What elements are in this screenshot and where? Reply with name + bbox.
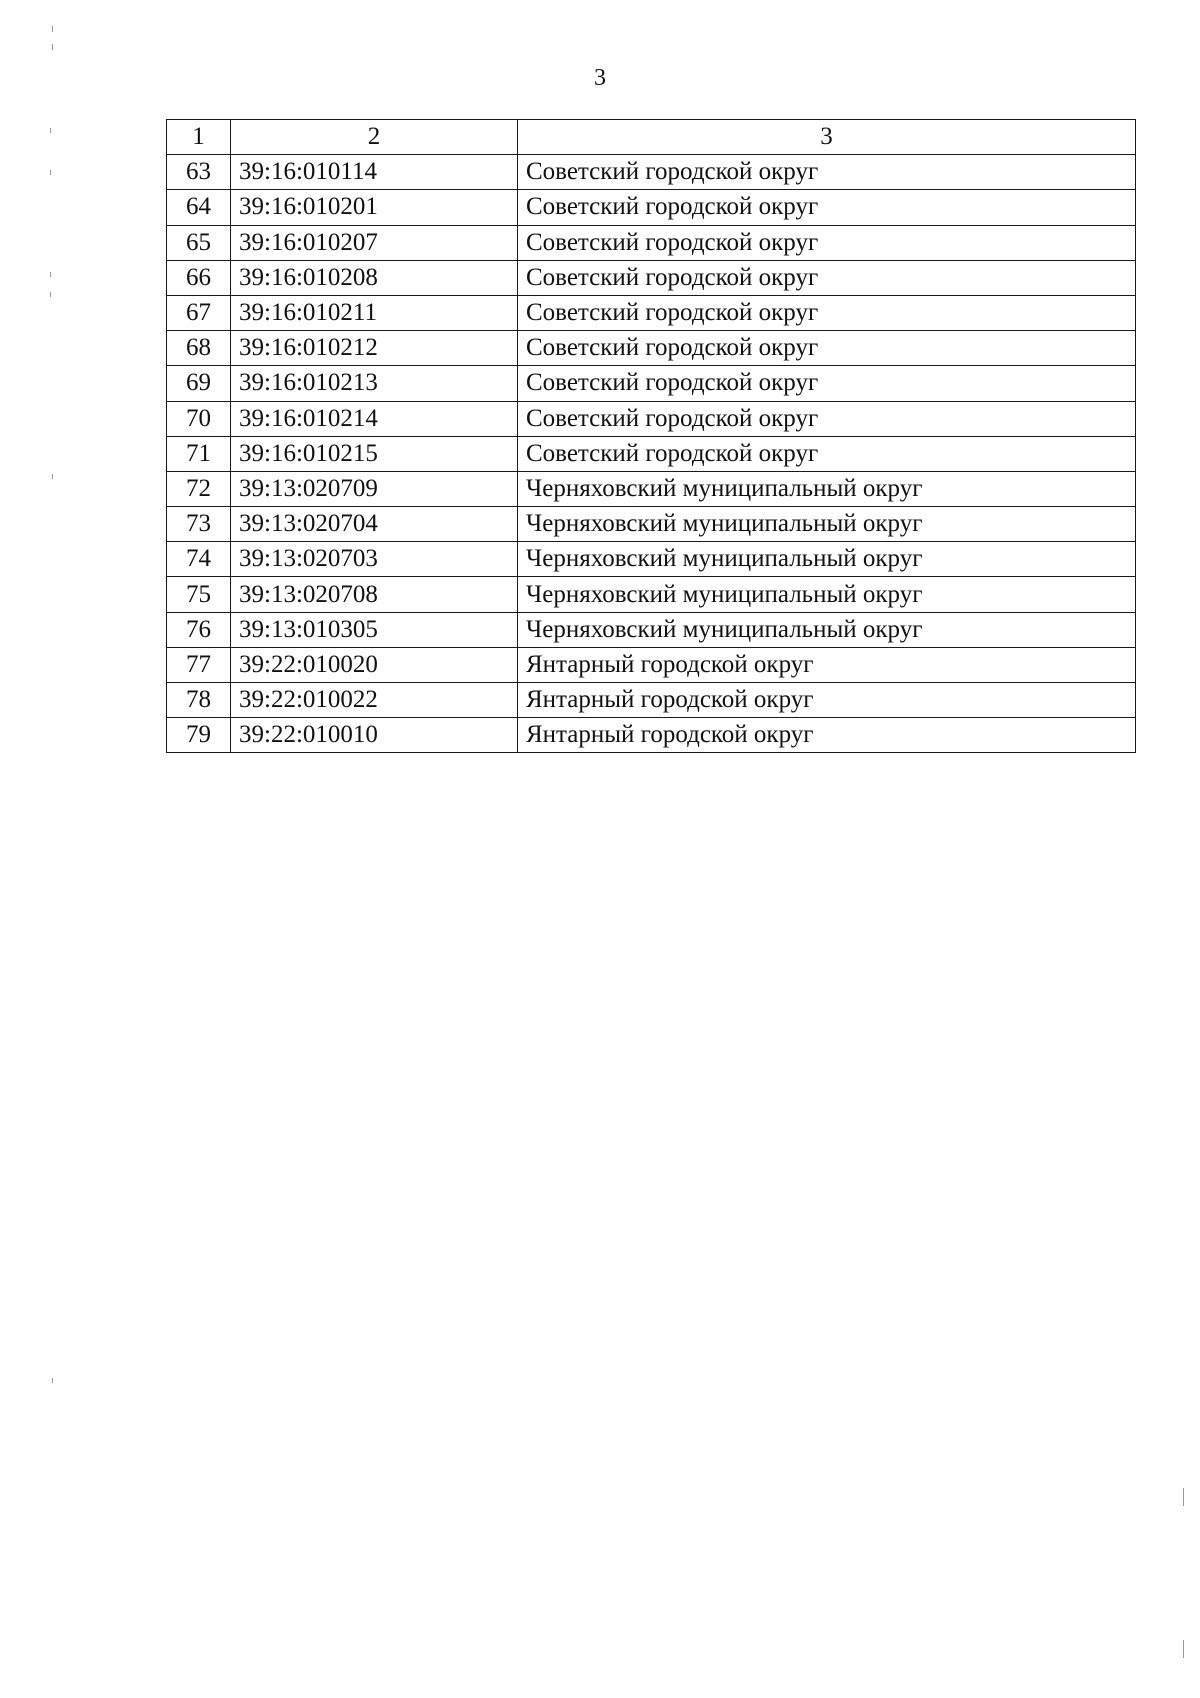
header-cell-col-2: 2 (231, 120, 518, 155)
scan-mark (52, 1378, 53, 1383)
table-row (167, 225, 1136, 260)
municipality-cell: Черняховский муниципальный округ (518, 507, 1136, 542)
row-number-cell: 65 (167, 225, 231, 260)
table-row (167, 401, 1136, 436)
scan-mark (1183, 1488, 1184, 1506)
cadastral-number-cell: 39:16:010114 (231, 155, 518, 190)
row-number-cell: 72 (167, 471, 231, 506)
municipality-cell: Советский городской округ (518, 155, 1136, 190)
municipality-cell: Черняховский муниципальный округ (518, 612, 1136, 647)
cadastral-number-cell: 39:22:010020 (231, 647, 518, 682)
header-cell-col-3: 3 (518, 120, 1136, 155)
row-number-cell: 76 (167, 612, 231, 647)
scan-mark (50, 128, 51, 133)
row-number-cell: 75 (167, 577, 231, 612)
municipality-cell: Советский городской округ (518, 436, 1136, 471)
cadastral-number-cell: 39:16:010213 (231, 366, 518, 401)
table-body (167, 120, 1136, 753)
table-row (167, 542, 1136, 577)
table-row (167, 155, 1136, 190)
municipality-cell: Советский городской округ (518, 260, 1136, 295)
municipality-cell: Черняховский муниципальный округ (518, 471, 1136, 506)
row-number-cell: 67 (167, 295, 231, 330)
cadastral-number-cell: 39:13:020703 (231, 542, 518, 577)
scan-mark (52, 474, 53, 479)
cadastral-number-cell: 39:16:010214 (231, 401, 518, 436)
scan-mark (52, 44, 53, 50)
cadastral-number-cell: 39:22:010022 (231, 683, 518, 718)
table-row (167, 295, 1136, 330)
row-number-cell: 71 (167, 436, 231, 471)
municipality-cell: Советский городской округ (518, 401, 1136, 436)
cadastral-number-cell: 39:16:010215 (231, 436, 518, 471)
cadastral-number-cell: 39:16:010208 (231, 260, 518, 295)
row-number-cell: 77 (167, 647, 231, 682)
municipality-cell: Советский городской округ (518, 295, 1136, 330)
scan-mark (50, 170, 51, 175)
table-row (167, 647, 1136, 682)
table-row (167, 577, 1136, 612)
cadastral-number-cell: 39:13:020708 (231, 577, 518, 612)
table-row (167, 718, 1136, 753)
table-header-row (167, 120, 1136, 155)
municipality-cell: Советский городской округ (518, 225, 1136, 260)
cadastral-number-cell: 39:22:010010 (231, 718, 518, 753)
cadastral-number-cell: 39:16:010207 (231, 225, 518, 260)
row-number-cell: 78 (167, 683, 231, 718)
municipality-cell: Советский городской округ (518, 366, 1136, 401)
municipality-cell: Янтарный городской округ (518, 683, 1136, 718)
row-number-cell: 79 (167, 718, 231, 753)
row-number-cell: 66 (167, 260, 231, 295)
page-number: 3 (594, 65, 606, 91)
table-row (167, 190, 1136, 225)
cadastral-number-cell: 39:13:020704 (231, 507, 518, 542)
municipality-cell: Янтарный городской округ (518, 718, 1136, 753)
municipality-cell: Советский городской округ (518, 190, 1136, 225)
row-number-cell: 64 (167, 190, 231, 225)
municipality-cell: Черняховский муниципальный округ (518, 542, 1136, 577)
row-number-cell: 73 (167, 507, 231, 542)
table-row (167, 366, 1136, 401)
table-row (167, 507, 1136, 542)
scan-mark (52, 26, 53, 32)
cadastral-table (166, 119, 1136, 753)
scan-mark (50, 272, 51, 277)
row-number-cell: 69 (167, 366, 231, 401)
table-row (167, 331, 1136, 366)
row-number-cell: 74 (167, 542, 231, 577)
table-row (167, 683, 1136, 718)
cadastral-number-cell: 39:13:010305 (231, 612, 518, 647)
table-row (167, 612, 1136, 647)
table-row (167, 260, 1136, 295)
municipality-cell: Янтарный городской округ (518, 647, 1136, 682)
row-number-cell: 70 (167, 401, 231, 436)
table-row (167, 436, 1136, 471)
municipality-cell: Советский городской округ (518, 331, 1136, 366)
cadastral-number-cell: 39:13:020709 (231, 471, 518, 506)
row-number-cell: 68 (167, 331, 231, 366)
table-row (167, 471, 1136, 506)
municipality-cell: Черняховский муниципальный округ (518, 577, 1136, 612)
cadastral-number-cell: 39:16:010201 (231, 190, 518, 225)
scan-mark (1183, 1640, 1184, 1658)
cadastral-number-cell: 39:16:010211 (231, 295, 518, 330)
scan-mark (50, 292, 51, 297)
row-number-cell: 63 (167, 155, 231, 190)
cadastral-number-cell: 39:16:010212 (231, 331, 518, 366)
header-cell-col-1: 1 (167, 120, 231, 155)
